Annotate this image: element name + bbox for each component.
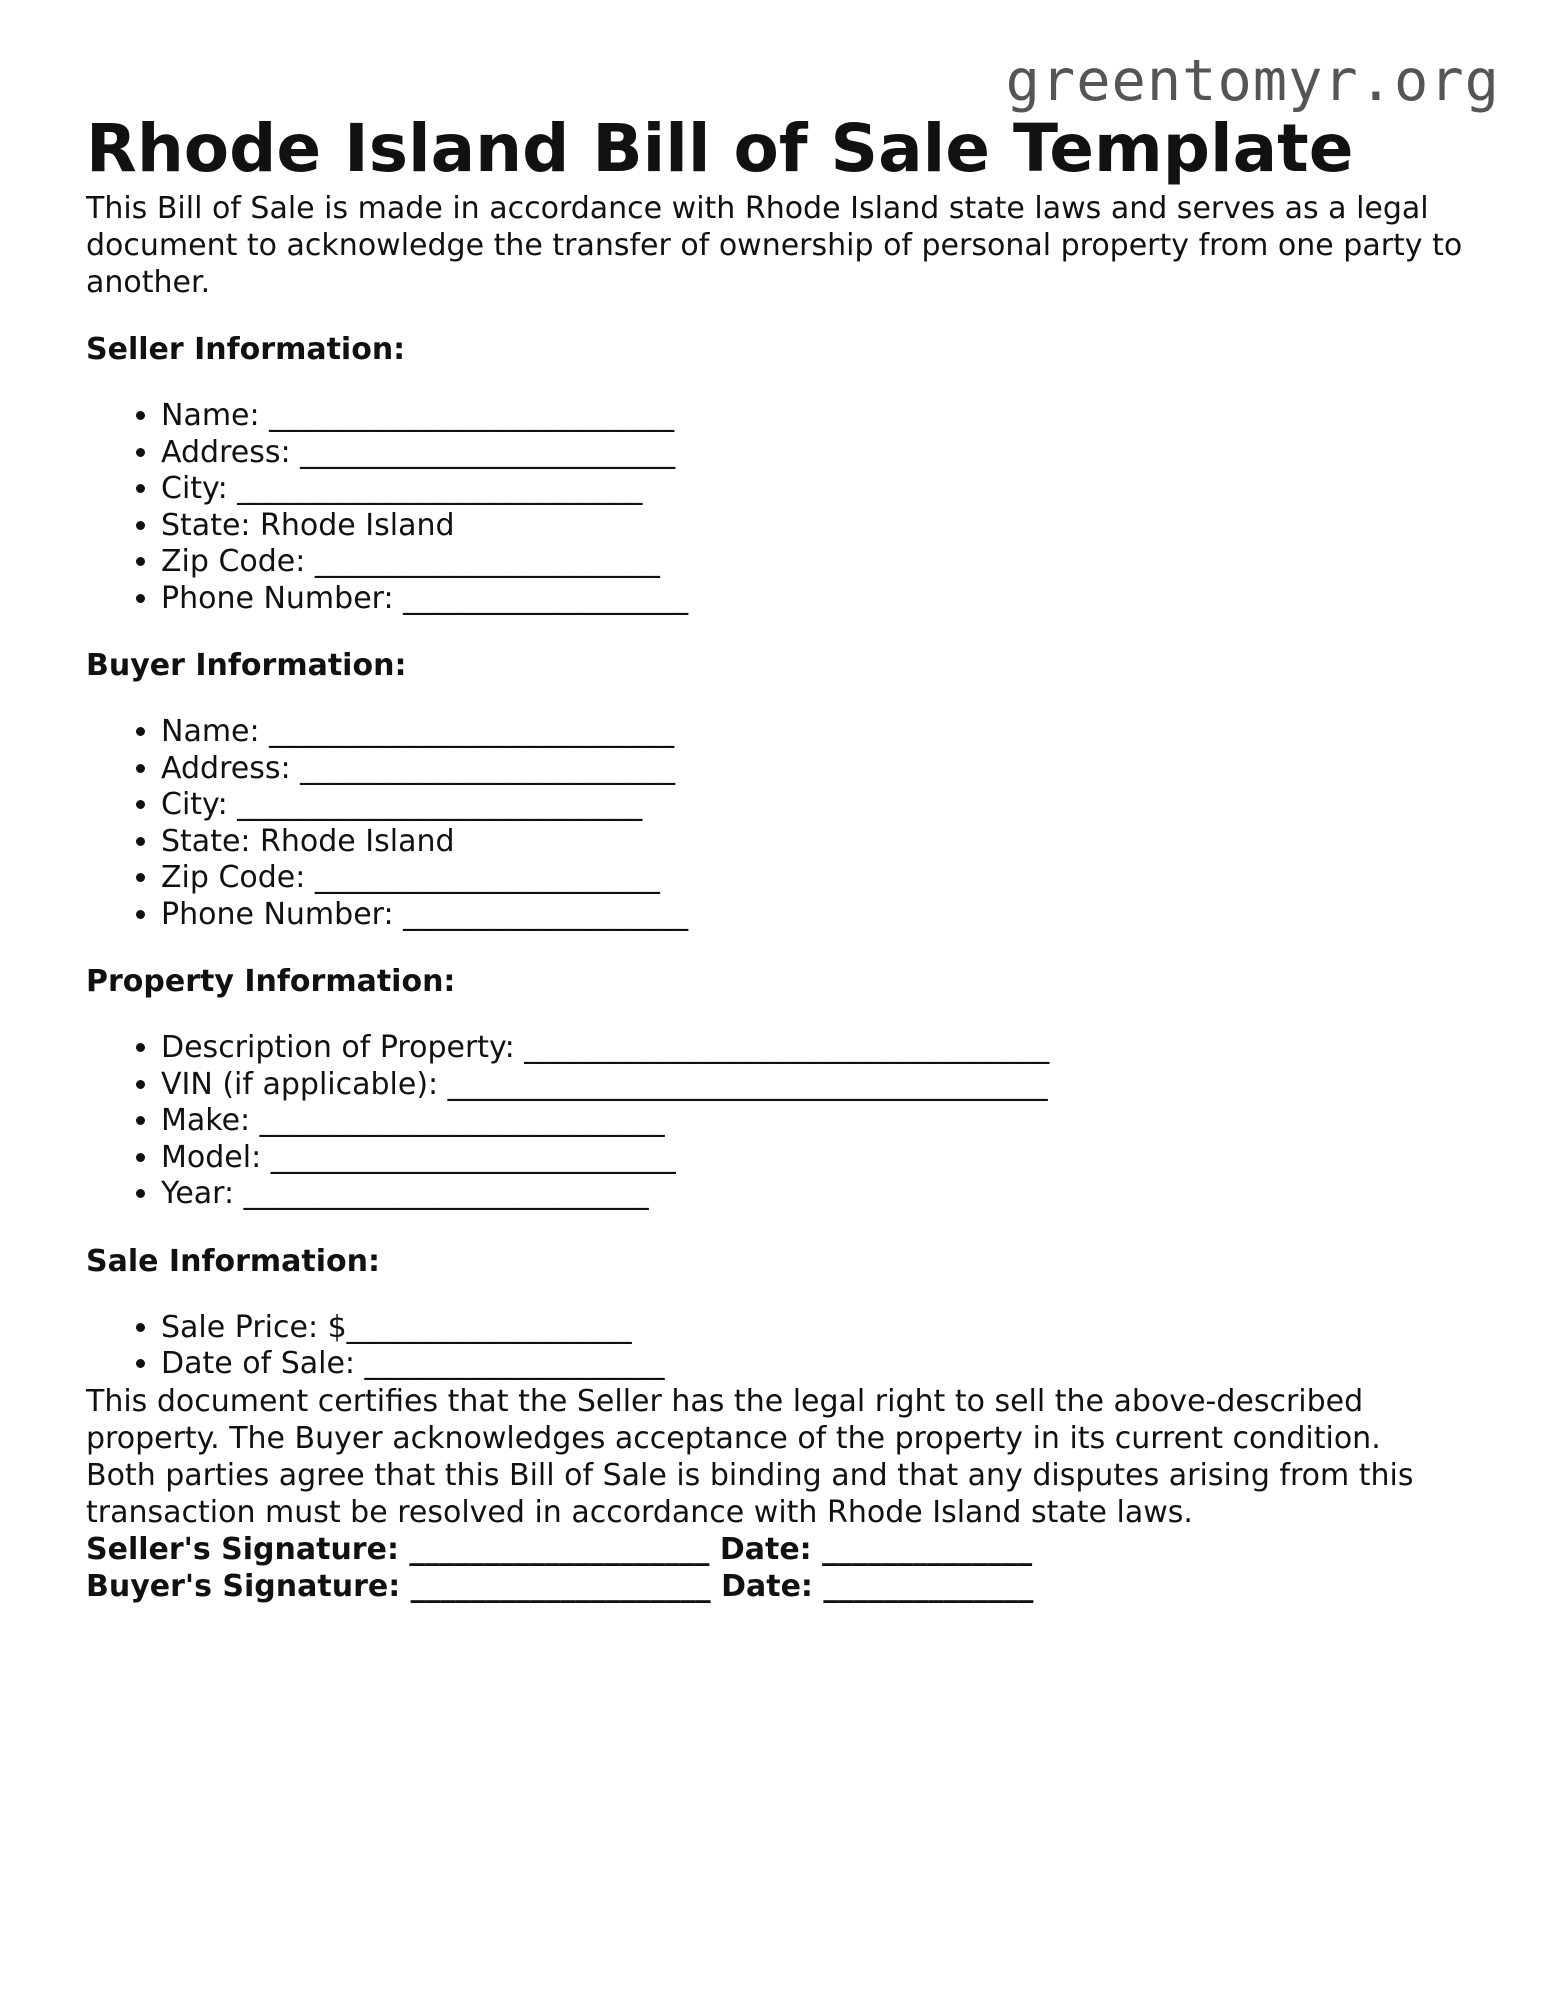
document [86,108,1486,1605]
buyer-address-field: • Address: _________________________ [161,751,1486,788]
property-year-field: • Year: ___________________________ [161,1176,1486,1213]
buyer-name-field: • Name: ___________________________ [161,714,1486,751]
seller-address-field: • Address: _________________________ [161,435,1486,472]
seller-name-field: • Name: ___________________________ [161,398,1486,435]
buyer-list [86,714,1486,933]
buyer-heading: Buyer Information: [86,648,407,683]
buyer-city-field: • City: ___________________________ [161,787,1486,824]
seller-phone-field: • Phone Number: ___________________ [161,581,1486,618]
property-make-field: • Make: ___________________________ [161,1103,1486,1140]
seller-signature-line: Seller's Signature: ____________________ Date: ______________ [86,1531,1033,1567]
property-description-field: • Description of Property: ___________________________________ [161,1030,1486,1067]
sale-list [86,1310,1486,1383]
sale-heading: Sale Information: [86,1243,380,1279]
agreement-paragraph: Both parties agree that this Bill of Sale is binding and that any disputes arising from this transaction must be resolved in accordance with Rhode Island state laws. [86,1457,1414,1530]
buyer-state-field: • State: Rhode Island [161,824,1486,861]
certification-paragraph: This document certifies that the Seller has the legal right to sell the above-described property. The Buyer acknowledges acceptance of the property in its current condition. [86,1383,1381,1456]
seller-zip-field: • Zip Code: _______________________ [161,544,1486,581]
sale-date-field: • Date of Sale: ____________________ [161,1346,1486,1383]
page-title: Rhode Island Bill of Sale Template [86,110,1354,187]
seller-list [86,398,1486,617]
buyer-signature-line: Buyer's Signature: ____________________ Date: ______________ [86,1568,1034,1604]
property-heading: Property Information: [86,964,456,999]
seller-state-field: • State: Rhode Island [161,508,1486,545]
property-model-field: • Model: ___________________________ [161,1140,1486,1177]
seller-city-field: • City: ___________________________ [161,471,1486,508]
property-vin-field: • VIN (if applicable): ________________________________________ [161,1067,1486,1104]
property-list [86,1030,1486,1213]
seller-heading: Seller Information: [86,332,406,367]
buyer-zip-field: • Zip Code: _______________________ [161,860,1486,897]
sale-price-field: • Sale Price: $___________________ [161,1310,1486,1347]
buyer-phone-field: • Phone Number: ___________________ [161,897,1486,934]
watermark: greentomyr.org [1005,48,1500,114]
intro-paragraph: This Bill of Sale is made in accordance with Rhode Island state laws and serves as a legal document to acknowledge the transfer of ownership of personal property from one party to another. [86,191,1463,300]
